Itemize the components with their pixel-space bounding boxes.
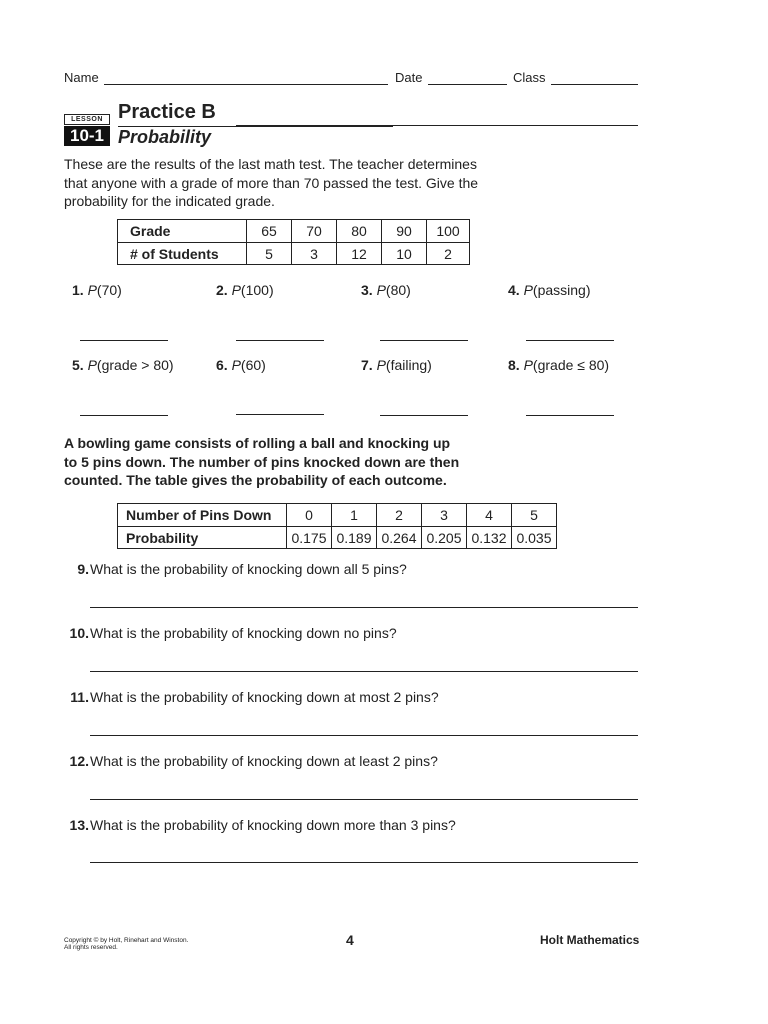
problem-arg: (100) — [240, 282, 274, 298]
intro-line: These are the results of the last math test. The teacher determines — [64, 156, 477, 172]
page-title: Practice B — [118, 101, 216, 123]
problem-2 — [216, 282, 274, 298]
table-cell: 3 — [422, 504, 467, 527]
table-cell: 0 — [287, 504, 332, 527]
table-cell: 5 — [247, 243, 292, 265]
question-number: 12. — [69, 753, 89, 769]
copyright-line: All rights reserved. — [64, 944, 118, 951]
problem-4 — [508, 282, 591, 298]
name-field[interactable] — [104, 84, 388, 85]
table-cell: 2 — [427, 243, 470, 265]
question-11 — [64, 689, 439, 705]
problem-3 — [361, 282, 411, 298]
problem-number: 5. — [72, 357, 84, 373]
table-row — [118, 243, 470, 265]
question-number: 11. — [70, 689, 89, 705]
answer-line-1[interactable] — [80, 340, 168, 341]
row-label: Number of Pins Down — [118, 504, 287, 527]
problem-arg: (passing) — [532, 282, 591, 298]
problem-number: 4. — [508, 282, 520, 298]
copyright-line: Copyright © by Holt, Rinehart and Winston. — [64, 937, 189, 944]
table-cell: 100 — [427, 220, 470, 243]
question-10 — [64, 625, 397, 641]
problem-number: 2. — [216, 282, 228, 298]
table-cell: 90 — [382, 220, 427, 243]
problem-prob-symbol: P — [87, 357, 97, 373]
row-label: Grade — [118, 220, 247, 243]
question-text: What is the probability of knocking down at least 2 pins? — [90, 753, 438, 769]
table-cell: 0.175 — [287, 527, 332, 549]
answer-line-7[interactable] — [380, 415, 468, 416]
intro-line: that anyone with a grade of more than 70 passed the test. Give the — [64, 174, 479, 191]
class-label: Class — [513, 70, 546, 85]
answer-line-3[interactable] — [380, 340, 468, 341]
date-label: Date — [395, 70, 423, 85]
table-cell: 0.264 — [377, 527, 422, 549]
table-cell: 0.205 — [422, 527, 467, 549]
row-label: # of Students — [118, 243, 247, 265]
problem-prob-symbol: P — [376, 357, 386, 373]
lesson-number: 10-1 — [64, 126, 110, 146]
problem-arg: (80) — [385, 282, 411, 298]
publisher-brand: Holt Mathematics — [540, 933, 640, 947]
problem-number: 8. — [508, 357, 520, 373]
question-13 — [64, 817, 456, 833]
question-9 — [64, 561, 407, 577]
table-cell: 0.132 — [467, 527, 512, 549]
date-field[interactable] — [428, 84, 507, 85]
intro-line: probability for the indicated grade. — [64, 193, 275, 209]
question-text: What is the probability of knocking down at most 2 pins? — [90, 689, 439, 705]
question-text: What is the probability of knocking down more than 3 pins? — [90, 817, 456, 833]
table-cell: 0.035 — [512, 527, 557, 549]
problem-arg: (60) — [240, 357, 266, 373]
table-cell: 65 — [247, 220, 292, 243]
problem-prob-symbol: P — [87, 282, 97, 298]
bowling-line: to 5 pins down. The number of pins knocked down are then — [64, 453, 460, 470]
bowling-paragraph — [64, 434, 459, 490]
problem-prob-symbol: P — [376, 282, 386, 298]
problem-arg: (failing) — [385, 357, 432, 373]
question-number: 13. — [69, 817, 89, 833]
problem-5 — [72, 357, 174, 373]
table-cell: 4 — [467, 504, 512, 527]
answer-line-10[interactable] — [90, 671, 638, 672]
table-cell: 70 — [292, 220, 337, 243]
answer-line-6[interactable] — [236, 414, 324, 415]
copyright — [64, 937, 188, 951]
answer-line-11[interactable] — [90, 735, 638, 736]
problem-arg: (grade ≤ 80) — [532, 357, 610, 373]
page-number: 4 — [346, 932, 354, 948]
page-subtitle: Probability — [118, 127, 212, 147]
class-field[interactable] — [551, 84, 638, 85]
bowling-line: counted. The table gives the probability of each outcome. — [64, 472, 447, 488]
problem-8 — [508, 357, 609, 373]
question-12 — [64, 753, 438, 769]
problem-prob-symbol: P — [523, 357, 533, 373]
answer-line-12[interactable] — [90, 799, 638, 800]
problem-prob-symbol: P — [231, 282, 241, 298]
problem-number: 6. — [216, 357, 228, 373]
problem-prob-symbol: P — [523, 282, 533, 298]
problem-arg: (grade > 80) — [96, 357, 174, 373]
problem-1 — [72, 282, 122, 298]
answer-line-5[interactable] — [80, 415, 168, 416]
answer-line-4[interactable] — [526, 340, 614, 341]
answer-line-13[interactable] — [90, 862, 638, 863]
problem-number: 1. — [72, 282, 84, 298]
problem-number: 7. — [361, 357, 373, 373]
row-label: Probability — [118, 527, 287, 549]
question-text: What is the probability of knocking down all 5 pins? — [90, 561, 407, 577]
table-cell: 10 — [382, 243, 427, 265]
table-row — [118, 504, 557, 527]
question-number: 10. — [69, 625, 89, 641]
subtitle-rule — [118, 126, 393, 127]
problem-7 — [361, 357, 432, 373]
answer-line-9[interactable] — [90, 607, 638, 608]
problem-prob-symbol: P — [231, 357, 241, 373]
lesson-badge — [64, 114, 110, 146]
bowling-line: A bowling game consists of rolling a ball and knocking up — [64, 435, 451, 451]
problem-arg: (70) — [96, 282, 122, 298]
name-label: Name — [64, 70, 99, 85]
intro-paragraph — [64, 155, 478, 211]
answer-line-2[interactable] — [236, 340, 324, 341]
question-text: What is the probability of knocking down no pins? — [90, 625, 397, 641]
table-cell: 0.189 — [332, 527, 377, 549]
question-number: 9. — [77, 561, 89, 577]
problem-number: 3. — [361, 282, 373, 298]
lesson-tag: LESSON — [64, 114, 110, 125]
table-cell: 3 — [292, 243, 337, 265]
table-row — [118, 220, 470, 243]
table-cell: 12 — [337, 243, 382, 265]
grade-table — [117, 219, 470, 265]
problem-6 — [216, 357, 266, 373]
table-row — [118, 527, 557, 549]
table-cell: 5 — [512, 504, 557, 527]
table-cell: 2 — [377, 504, 422, 527]
pins-table — [117, 503, 557, 549]
table-cell: 80 — [337, 220, 382, 243]
table-cell: 1 — [332, 504, 377, 527]
answer-line-8[interactable] — [526, 415, 614, 416]
